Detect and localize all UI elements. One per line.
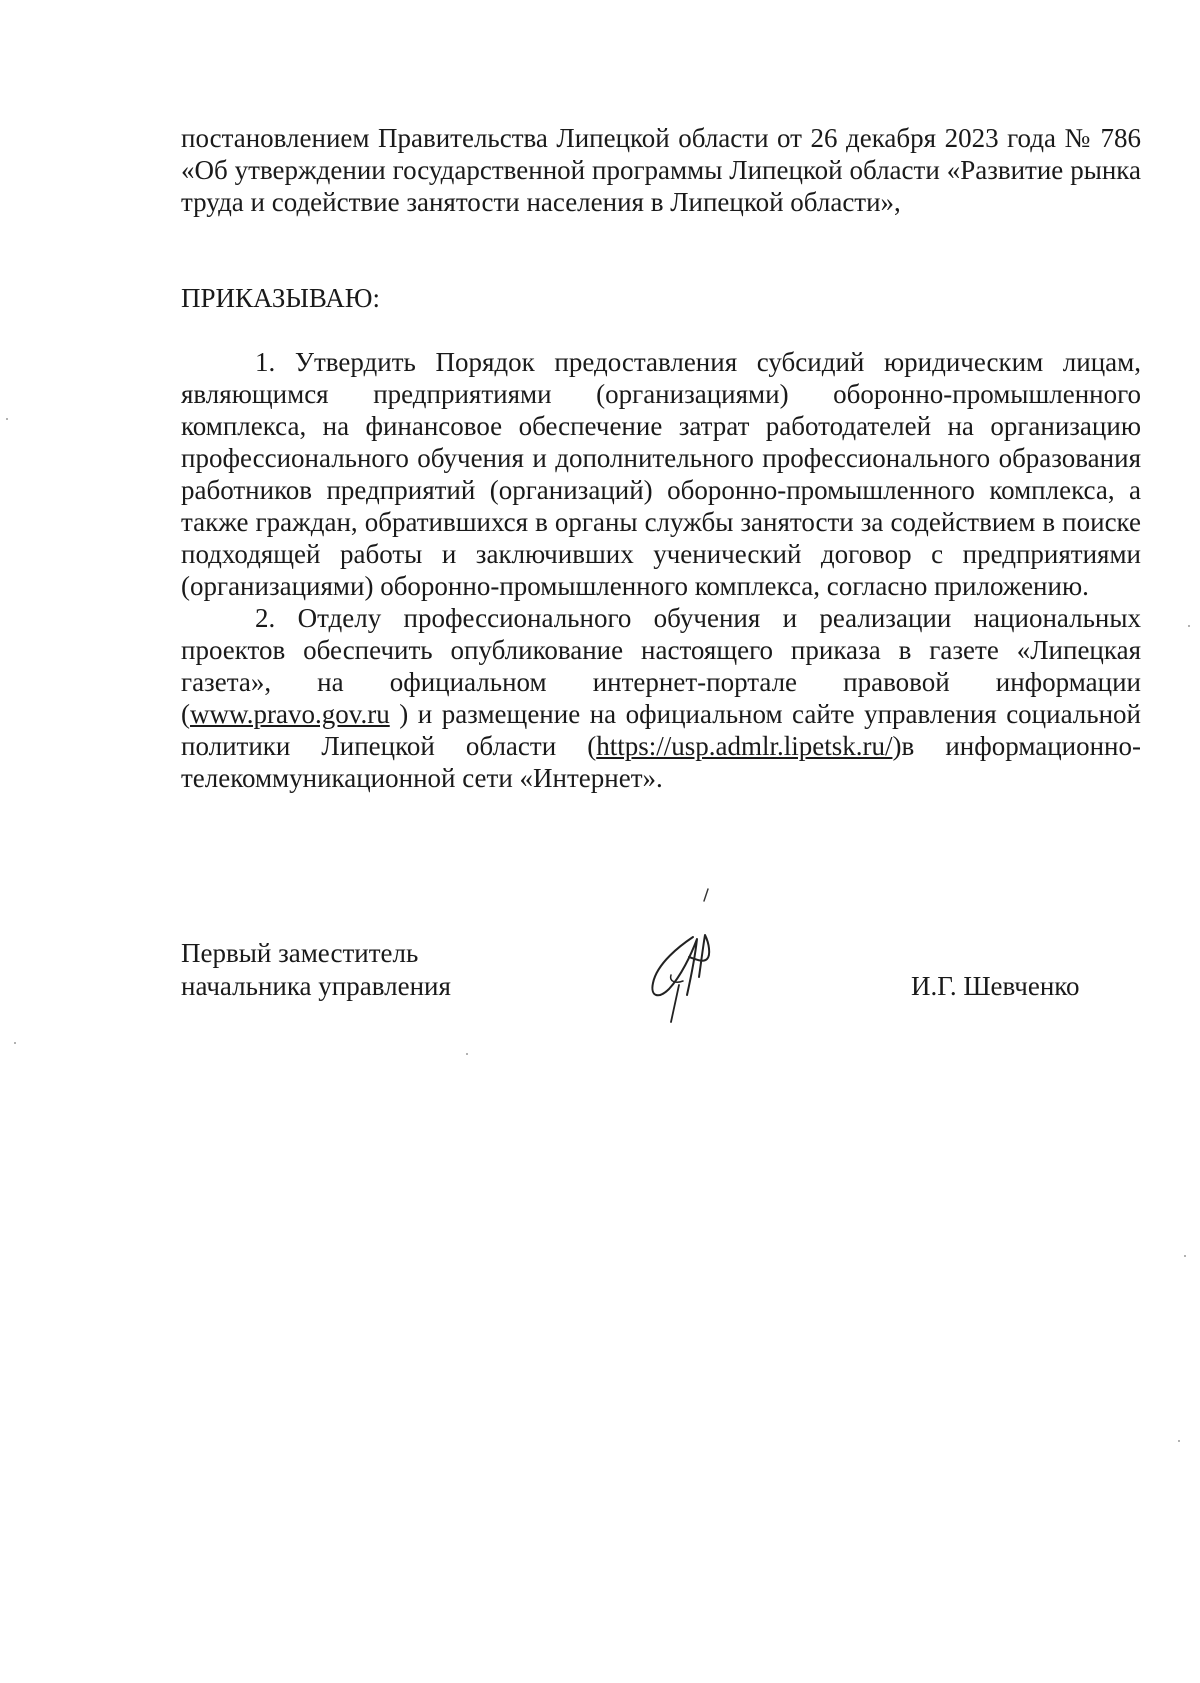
usp-link[interactable]: https://usp.admlr.lipetsk.ru/ bbox=[596, 731, 893, 761]
signatory-title-line-1: Первый заместитель bbox=[181, 938, 419, 968]
scan-speck bbox=[14, 1042, 16, 1044]
signatory-title bbox=[181, 937, 451, 1003]
scan-speck bbox=[1178, 1440, 1180, 1442]
order-item-2-text-b: ) и размещение на официальном сайте управления социальной политики Липецкой области ( bbox=[181, 699, 1141, 761]
scan-speck bbox=[466, 1053, 468, 1055]
preamble-paragraph: постановлением Правительства Липецкой области от 26 декабря 2023 года № 786 «Об утверждении государственной программы Липецкой области «Развитие рынка труда и содействие занятости населения в Липецкой области», bbox=[181, 123, 1141, 217]
order-item-1: 1. Утвердить Порядок предоставления субсидий юридическим лицам, являющимся предприятиями (организациями) оборонно-промышленного комплекса, на финансовое обеспечение затрат работодателей на организацию профессионального обучения и дополнительного профессионального образования работников предприятий (организаций) оборонно-промышленного комплекса, а также граждан, обратившихся в органы службы занятости за содействием в поиске подходящей работы и заключивших ученический договор с предприятиями (организациями) оборонно-промышленного комплекса, согласно приложению. bbox=[181, 347, 1141, 601]
scan-speck bbox=[1188, 625, 1190, 627]
order-item-2 bbox=[181, 602, 1141, 794]
scan-speck bbox=[6, 418, 8, 420]
order-item-2-text-c: )в информационно-телекоммуникационной сети «Интернет». bbox=[181, 731, 1141, 793]
order-items bbox=[181, 346, 1141, 794]
signatory-name: И.Г. Шевченко bbox=[911, 971, 1080, 1001]
order-item-2-text-a: 2. Отделу профессионального обучения и реализации национальных проектов обеспечить опубликование настоящего приказа в газете «Липецкая газета», на официальном интернет-портале правовой информации ( bbox=[181, 603, 1141, 729]
order-heading: ПРИКАЗЫВАЮ: bbox=[181, 283, 380, 313]
pravo-link[interactable]: www.pravo.gov.ru bbox=[190, 699, 390, 729]
handwritten-signature bbox=[635, 885, 725, 1030]
signatory-title-line-2: начальника управления bbox=[181, 971, 451, 1001]
scan-speck bbox=[1184, 1255, 1186, 1257]
